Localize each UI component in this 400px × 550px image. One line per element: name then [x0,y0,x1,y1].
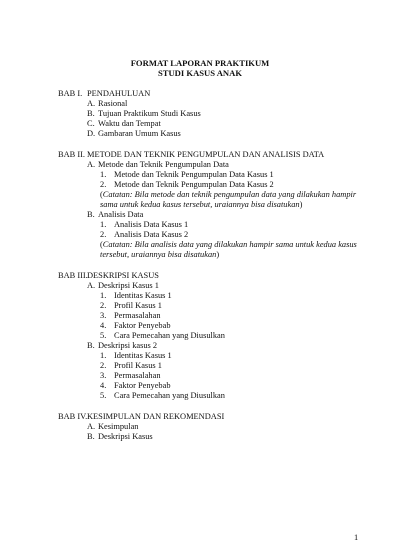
document-subtitle: STUDI KASUS ANAK [157,68,243,78]
list-item: B. Deskripsi kasus 2 [87,341,158,350]
list-item: 1. Identitas Kasus 1 [100,291,172,300]
list-item: A. Kesimpulan [87,422,139,431]
list-item: C. Waktu dan Tempat [87,119,161,128]
bab4-title: KESIMPULAN DAN REKOMENDASI [87,412,225,421]
bab2-title: METODE DAN TEKNIK PENGUMPULAN DAN ANALISIS DATA [87,150,325,159]
list-item: B. Tujuan Praktikum Studi Kasus [87,109,201,118]
list-item: 5. Cara Pemecahan yang Diusulkan [100,391,225,400]
bab3-label: BAB III. [58,271,88,280]
list-item: A. Deskripsi Kasus 1 [87,281,159,290]
list-item: A. Metode dan Teknik Pengumpulan Data [87,160,229,169]
note-text: tersebut, uraiannya bisa disatukan) [100,250,220,259]
bab2-heading [58,150,324,160]
list-item: 2. Analisis Data Kasus 2 [100,230,189,239]
list-item: D. Gambaran Umum Kasus [87,129,181,138]
note-text: sama untuk kedua kasus tersebut, uraiannya bisa disatukan) [100,200,303,209]
bab2-label: BAB II. [58,150,85,159]
list-item: A. Rasional [87,99,128,108]
list-item: 5. Cara Pemecahan yang Diusulkan [100,331,225,340]
list-item: 3. Permasalahan [100,311,161,320]
list-item: B. Deskripsi Kasus [87,432,153,441]
bab1-label: BAB I. [58,89,83,98]
document-title: FORMAT LAPORAN PRAKTIKUM [130,58,270,68]
note-text: (Catatan: Bila metode dan teknik pengumpulan data yang dilakukan hampir [100,190,357,199]
list-item: 1. Identitas Kasus 1 [100,351,172,360]
note-text: (Catatan: Bila analisis data yang dilakukan hampir sama untuk kedua kasus [100,240,357,249]
list-item: 3. Permasalahan [100,371,161,380]
list-item: 1. Analisis Data Kasus 1 [100,220,189,229]
list-item: 4. Faktor Penyebab [100,381,171,390]
list-item: 1. Metode dan Teknik Pengumpulan Data Kasus 1 [100,170,274,179]
bab1-heading [58,89,150,99]
bab3-title: DESKRIPSI KASUS [87,271,159,280]
bab3-heading [58,271,159,281]
list-item: 4. Faktor Penyebab [100,321,171,330]
list-item: B. Analisis Data [87,210,144,219]
bab4-label: BAB IV. [58,412,88,421]
list-item: 2. Metode dan Teknik Pengumpulan Data Kasus 2 [100,180,274,189]
bab1-title: PENDAHULUAN [87,89,151,98]
page-number: 1 [354,533,359,542]
list-item: 2. Profil Kasus 1 [100,361,162,370]
bab4-heading [58,412,224,422]
list-item: 2. Profil Kasus 1 [100,301,162,310]
